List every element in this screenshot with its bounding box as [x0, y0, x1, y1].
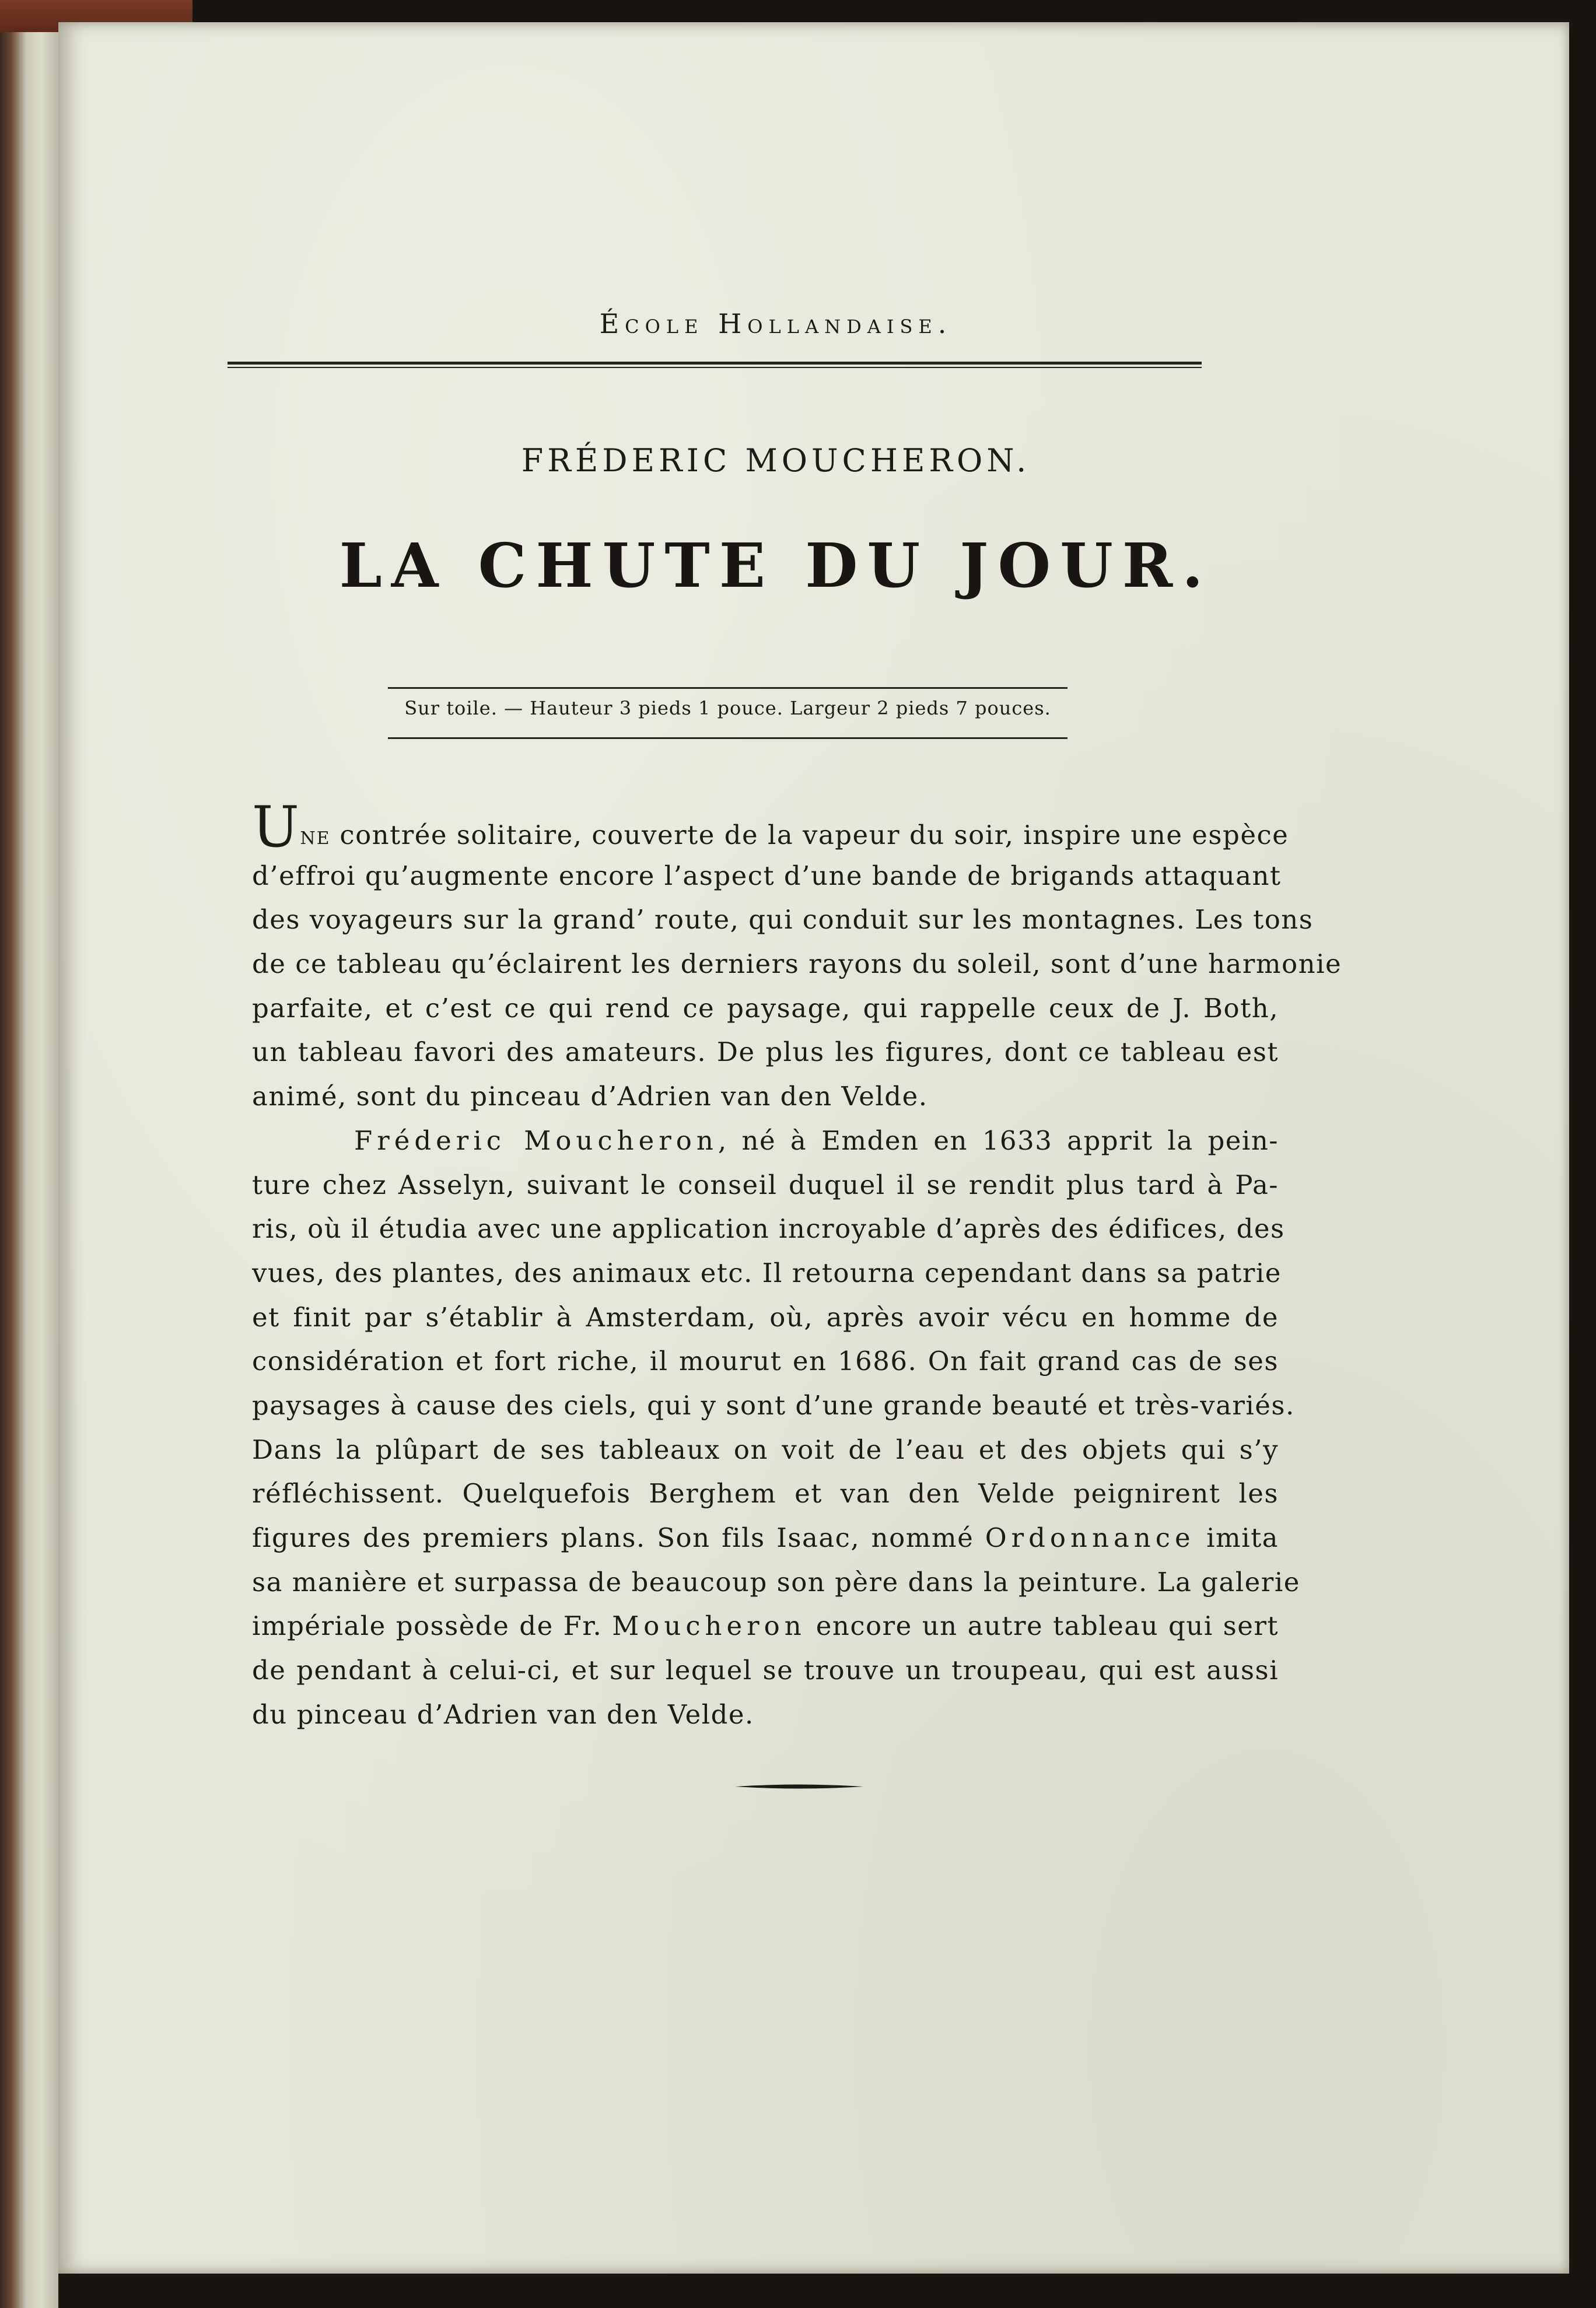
- drop-cap: U: [252, 794, 300, 860]
- dimensions-caption: Sur toile. — Hauteur 3 pieds 1 pouce. Largeur 2 pieds 7 pouces.: [404, 697, 1051, 719]
- artwork-title: LA CHUTE DU JOUR.: [339, 530, 1213, 601]
- artist-name-inline: Fréderic Moucheron: [354, 1125, 718, 1156]
- school-heading: École Hollandaise.: [599, 308, 953, 339]
- text-line: considération et fort riche, il mourut en 1686. On fait grand cas de ses: [252, 1346, 1279, 1377]
- small-caps: NE: [300, 828, 331, 849]
- dimensions-rule-top: [388, 687, 1068, 689]
- text-line: ture chez Asselyn, suivant le conseil duquel il se rendit plus tard à Pa-: [252, 1169, 1279, 1200]
- text-line: [252, 1516, 1279, 1560]
- text-line: paysages à cause des ciels, qui y sont d’une grande beauté et très-variés.: [252, 1389, 1295, 1421]
- text-line: un tableau favori des amateurs. De plus les figures, dont ce tableau est: [252, 1036, 1279, 1068]
- text-line: de ce tableau qu’éclairent les derniers rayons du soleil, sont d’une harmonie: [252, 948, 1342, 980]
- book-spine: [0, 0, 58, 2308]
- text-line: et finit par s’établir à Amsterdam, où, après avoir vécu en homme de: [252, 1301, 1279, 1333]
- text-line: Dans la plûpart de ses tableaux on voit de l’eau et des objets qui s’y: [252, 1434, 1279, 1465]
- text-line: [252, 794, 1289, 860]
- text-line: animé, sont du pinceau d’Adrien van den Velde.: [252, 1081, 928, 1112]
- text-span: , né à Emden en 1633 apprit la pein-: [718, 1125, 1279, 1156]
- artist-surname-inline: Moucheron: [612, 1610, 806, 1642]
- son-name-inline: Ordonnance: [985, 1522, 1195, 1553]
- text-line: vues, des plantes, des animaux etc. Il retourna cependant dans sa patrie: [252, 1257, 1282, 1288]
- text-line: [252, 1604, 1279, 1648]
- description-text: [252, 794, 1342, 1736]
- text-span: encore un autre tableau qui sert: [816, 1610, 1279, 1642]
- text-line: sa manière et surpassa de beaucoup son père dans la peinture. La galerie: [252, 1566, 1300, 1598]
- text-line: d’effroi qu’augmente encore l’aspect d’une bande de brigands attaquant: [252, 860, 1282, 891]
- dimensions-rule-bottom: [388, 737, 1068, 739]
- text-line: réfléchissent. Quelquefois Berghem et van den Velde peignirent les: [252, 1478, 1279, 1510]
- header-double-rule: [228, 362, 1202, 368]
- text-span: contrée solitaire, couverte de la vapeur du soir, inspire une espèce: [340, 819, 1289, 850]
- artist-name: FRÉDERIC MOUCHERON.: [521, 442, 1031, 479]
- text-line: [252, 1119, 1279, 1163]
- book-page: [58, 22, 1569, 2274]
- text-line: parfaite, et c’est ce qui rend ce paysage, qui rappelle ceux de J. Both,: [252, 992, 1279, 1024]
- text-span: figures des premiers plans. Son fils Isaac, nommé: [252, 1522, 974, 1553]
- text-line: de pendant à celui-ci, et sur lequel se trouve un troupeau, qui est aussi: [252, 1655, 1279, 1686]
- text-line: ris, où il étudia avec une application incroyable d’après des édifices, des: [252, 1213, 1285, 1245]
- tailpiece-ornament: [735, 1778, 863, 1795]
- text-line: des voyageurs sur la grand’ route, qui conduit sur les montagnes. Les tons: [252, 904, 1314, 936]
- text-span: impériale possède de Fr.: [252, 1610, 603, 1642]
- text-line: du pinceau d’Adrien van den Velde.: [252, 1698, 754, 1730]
- text-span: imita: [1206, 1522, 1279, 1553]
